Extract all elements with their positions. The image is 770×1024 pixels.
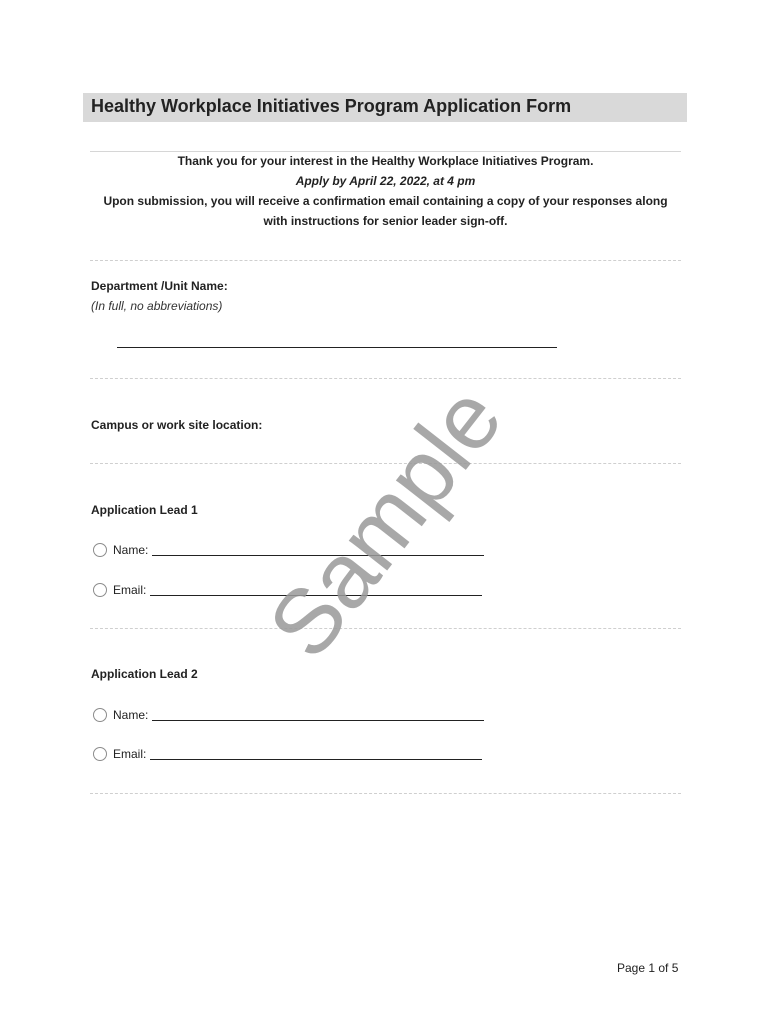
- divider: [90, 378, 681, 379]
- lead1-email-label: Email:: [113, 583, 147, 597]
- sample-watermark: Sample: [249, 367, 522, 677]
- campus-label: Campus or work site location:: [91, 418, 263, 432]
- intro-submission: Upon submission, you will receive a confirmation email containing a copy of your responses along: [103, 194, 668, 208]
- lead2-email-row: [93, 746, 482, 762]
- intro-signoff: with instructions for senior leader sign-off.: [263, 214, 508, 228]
- department-label: Department /Unit Name:: [91, 279, 228, 293]
- form-title: Healthy Workplace Initiatives Program Application Form: [91, 96, 572, 116]
- intro-deadline: Apply by April 22, 2022, at 4 pm: [295, 174, 476, 188]
- lead2-name-label: Name:: [113, 708, 149, 722]
- lead2-name-row: [93, 707, 484, 723]
- lead2-heading: Application Lead 2: [91, 667, 198, 681]
- lead2-email-input-line[interactable]: [150, 759, 482, 760]
- lead2-name-radio[interactable]: [93, 708, 107, 722]
- lead2-email-radio[interactable]: [93, 747, 107, 761]
- title-bar: [83, 93, 687, 122]
- divider: [90, 793, 681, 794]
- divider: [90, 151, 681, 152]
- intro-thanks: Thank you for your interest in the Healthy Workplace Initiatives Program.: [177, 154, 594, 168]
- lead2-email-label: Email:: [113, 747, 147, 761]
- lead1-name-label: Name:: [113, 543, 149, 557]
- lead1-name-radio[interactable]: [93, 543, 107, 557]
- department-hint: (In full, no abbreviations): [91, 299, 223, 313]
- divider: [90, 260, 681, 261]
- lead1-heading: Application Lead 1: [91, 503, 198, 517]
- lead2-name-input-line[interactable]: [152, 720, 484, 721]
- divider: [90, 628, 681, 629]
- lead1-email-radio[interactable]: [93, 583, 107, 597]
- page-number: Page 1 of 5: [617, 961, 679, 975]
- department-input-line[interactable]: [117, 347, 557, 348]
